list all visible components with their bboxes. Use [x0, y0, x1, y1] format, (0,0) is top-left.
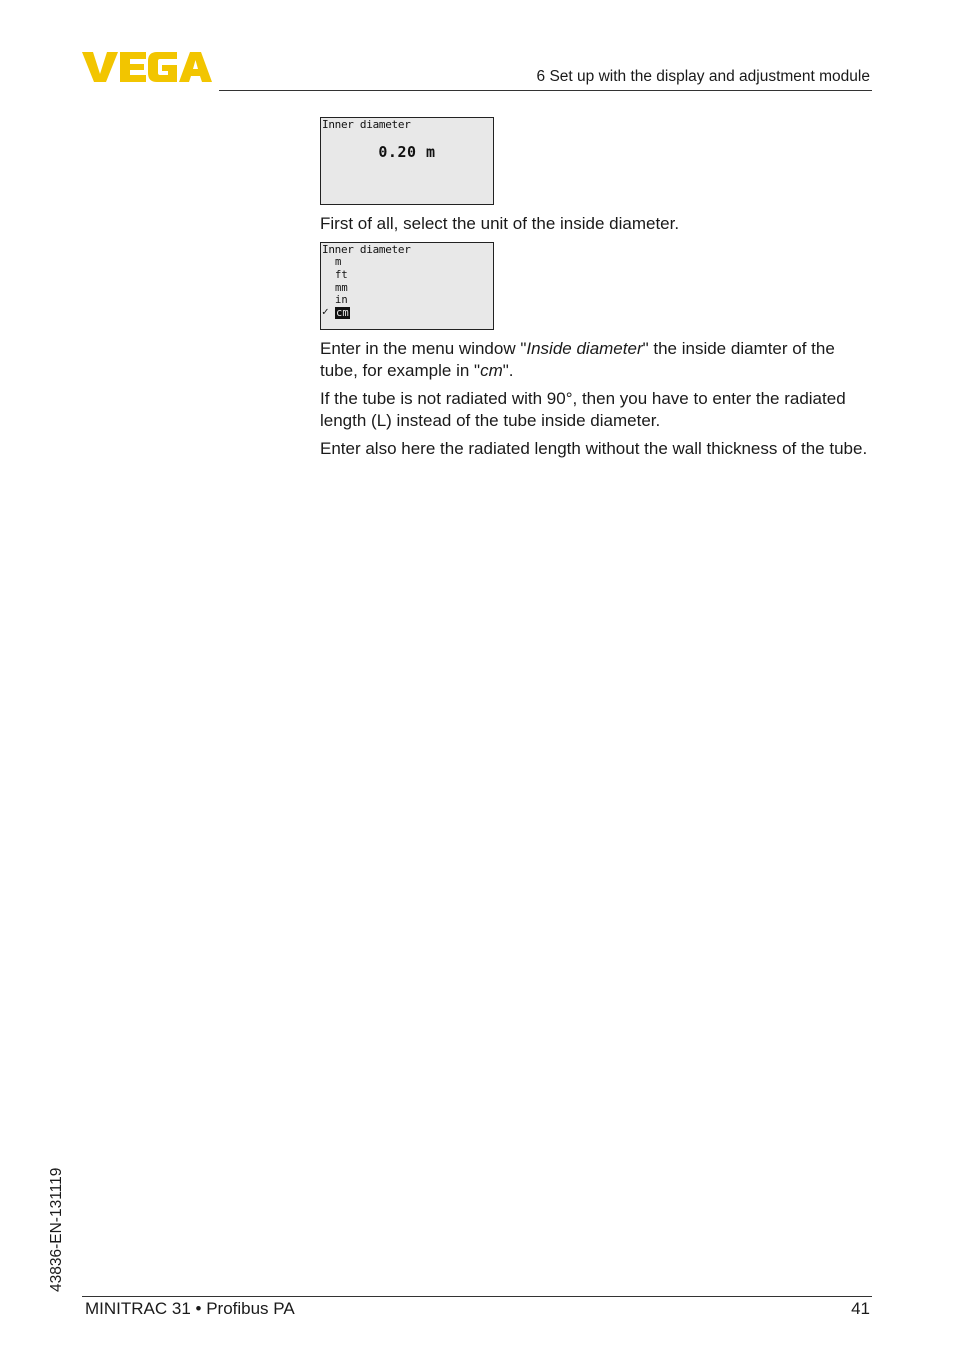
text-segment: " the inside diamter of the tube, for example in " — [320, 339, 835, 380]
check-icon: ✓ — [322, 305, 329, 319]
unit-option-label: m — [335, 256, 342, 268]
unit-option-label: mm — [335, 281, 348, 294]
unit-option — [321, 256, 350, 269]
unit-option-label: ft — [335, 268, 348, 281]
unit-option-selected — [321, 307, 350, 320]
header-divider — [219, 90, 872, 91]
menu-name-emphasis: Inside diameter — [526, 339, 643, 358]
footer-divider — [82, 1296, 872, 1297]
lcd-title: Inner diameter — [322, 118, 411, 131]
unit-option — [321, 269, 350, 282]
lcd-unit-screen — [320, 242, 494, 330]
unit-option-list — [321, 256, 350, 320]
page-number: 41 — [851, 1299, 870, 1318]
lcd-title: Inner diameter — [322, 243, 411, 256]
paragraph-select-unit: First of all, select the unit of the inside diameter. — [320, 214, 680, 233]
unit-option-label: in — [335, 294, 348, 307]
lcd-value-screen — [320, 117, 494, 205]
paragraph-not-radiated: If the tube is not radiated with 90°, then you have to enter the radiated length (L) instead of the tube inside diameter. — [320, 389, 846, 430]
paragraph-enter-diameter — [320, 338, 876, 381]
text-segment: Enter in the menu window " — [320, 339, 527, 358]
unit-option-label: cm — [336, 307, 349, 320]
text-segment: ". — [502, 360, 514, 380]
vega-logo — [82, 50, 212, 84]
paragraph-wall-thickness: Enter also here the radiated length without the wall thickness of the tube. — [320, 439, 868, 458]
unit-option — [321, 282, 350, 295]
unit-emphasis: cm — [480, 360, 503, 380]
footer-product: MINITRAC 31 • Profibus PA — [85, 1299, 295, 1318]
lcd-value: 0.20 m — [378, 143, 436, 161]
section-title: 6 Set up with the display and adjustment module — [536, 68, 870, 85]
document-code: 43836-EN-131119 — [48, 1167, 65, 1292]
